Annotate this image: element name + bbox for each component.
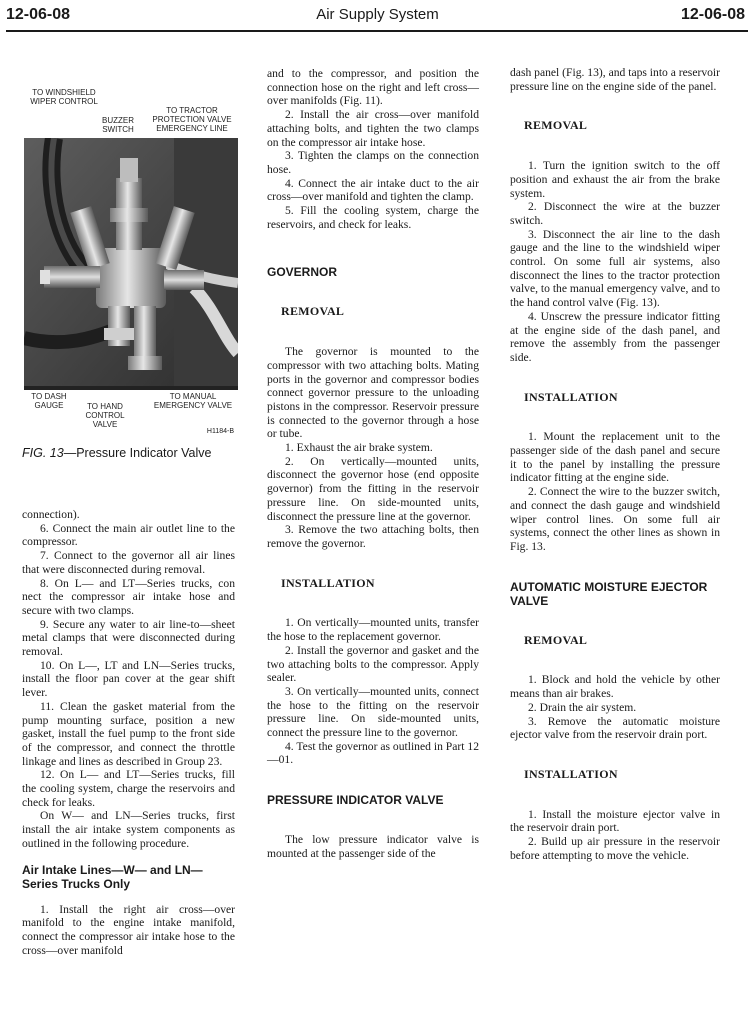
figure-caption (22, 446, 222, 460)
subheading-installation: INSTALLATION (524, 766, 618, 781)
subheading-installation: INSTALLATION (524, 389, 618, 404)
label-dash-gauge: TO DASH GAUGE (31, 392, 67, 410)
paragraph: On W— and LN—Series trucks, first install the air intake system components as outlined in the following procedure. (22, 809, 235, 850)
paragraph: 4. Test the governor as outlined in Part 12—01. (267, 739, 479, 767)
subheading-removal: REMOVAL (524, 632, 588, 647)
paragraph: 2. On vertically—mounted units, disconnect the governor hose (end opposite governor) from the fitting in the reservoir pressure line. On side-mounted units, disconnect the pressure line at the governor. (267, 454, 479, 523)
paragraph: 7. Connect to the governor all air lines that were disconnected during removal. (22, 549, 235, 576)
page-number-left: 12-06-08 (6, 6, 71, 23)
label-hand-control: TO HAND CONTROL VALVE (85, 402, 125, 429)
paragraph: 1. Exhaust the air brake system. (285, 441, 433, 455)
section-heading-moisture-ejector: AUTOMATIC MOISTURE EJECTOR VALVE (510, 579, 708, 608)
paragraph: 4. Connect the air intake duct to the air cross—over manifold and tighten the clamp. (267, 176, 479, 204)
page-number-right: 12-06-08 (680, 6, 745, 23)
paragraph: 3. Disconnect the air line to the dash gauge and the line to the windshield wiper control. On some full air systems, also disconnect the lines to the tractor protection valve, to the manual emergency valve, and to the hand control valve (Fig. 13). (510, 227, 721, 310)
paragraph: 3. Tighten the clamps on the connection hose. (267, 149, 479, 176)
paragraph: 3. Remove the automatic moisture ejector valve from the reservoir drain port. (510, 714, 720, 742)
subheading-removal: REMOVAL (281, 304, 345, 319)
paragraph: 1. On vertically—mounted units, transfer the hose to the replacement governor. (267, 616, 479, 644)
paragraph: 1. Block and hold the vehicle by other means than air brakes. (510, 673, 720, 701)
page-header (0, 6, 755, 32)
paragraph: 11. Clean the gasket material from the pump mounting surface, position a new gasket, install the fuel pump to the front side of the compressor, and connect the throttle linkage and lines as described in Group 23. (22, 699, 235, 768)
header-rule (6, 30, 748, 32)
subheading-removal: REMOVAL (524, 118, 588, 133)
paragraph: 10. On L—, LT and LN—Series trucks, install the floor pan cover at the gear shift lever. (22, 658, 235, 700)
paragraph: 2. Drain the air system. (528, 700, 637, 714)
column-3 (510, 66, 720, 862)
paragraph: 1. Install the right air cross—over manifold to the engine intake manifold, connect the compressor air intake hose to the cross—over manifold (22, 902, 235, 957)
paragraph: 5. Fill the cooling system, charge the reservoirs, and check for leaks. (267, 204, 479, 231)
section-heading-governor: GOVERNOR (267, 265, 338, 280)
paragraph: 8. On L— and LT—Series trucks, con nect the compressor air intake hose and secure with two clamps. (22, 576, 235, 617)
label-windshield-wiper: TO WINDSHIELD WIPER CONTROL (30, 88, 98, 106)
page-title: Air Supply System (316, 6, 439, 23)
paragraph: dash panel (Fig. 13), and taps into a reservoir pressure line on the engine side of the panel. (510, 66, 720, 93)
figure-13 (22, 88, 240, 488)
column-1 (22, 508, 235, 957)
figure-code: H1184-B (206, 428, 234, 435)
paragraph: 1. Install the moisture ejector valve in the reservoir drain port. (510, 807, 720, 835)
paragraph: 2. Install the air cross—over manifold attaching bolts, and tighten the two clamps on the compressor air intake hose. (267, 108, 479, 149)
section-heading-air-intake: Air Intake Lines—W— and LN—Series Trucks Only (22, 862, 203, 891)
paragraph: 2. Build up air pressure in the reservoir before attempting to move the vehicle. (510, 835, 720, 862)
paragraph: 2. Disconnect the wire at the buzzer switch. (510, 200, 720, 227)
label-tractor-protection: TO TRACTOR PROTECTION VALVE EMERGENCY LINE (152, 106, 232, 133)
label-manual-emergency: TO MANUAL EMERGENCY VALVE (153, 392, 233, 410)
paragraph: 4. Unscrew the pressure indicator fitting at the engine side of the dash panel, and remove the assembly from the passenger side. (510, 309, 720, 364)
paragraph: connection). (22, 508, 80, 521)
figure-number: FIG. 13 (22, 446, 64, 460)
paragraph: 2. Install the governor and gasket and the two attaching bolts to the compressor. Apply sealer. (267, 643, 479, 685)
paragraph: The low pressure indicator valve is mounted at the passenger side of the (267, 833, 479, 860)
paragraph: The governor is mounted to the compressor with two attaching bolts. Mating ports in the governor and compressor bodies connect governor pressure to the unloading pistons in the compressor. Reservoir pressure is connected to the governor through a hose or tube. (267, 345, 479, 441)
paragraph: 12. On L— and LT—Series trucks, fill the cooling system, charge the reservoirs and check for leaks. (22, 768, 235, 809)
pressure-indicator-valve-photo (24, 138, 238, 390)
paragraph: 1. Mount the replacement unit to the passenger side of the dash panel and secure it to the panel by installing the pressure indicator fitting at the engine side. (510, 430, 720, 485)
paragraph: 3. On vertically—mounted units, connect the hose to the fitting on the reservoir pressure line. On side-mounted units, connect the pressure line to the governor. (267, 684, 479, 740)
paragraph: and to the compressor, and position the connection hose on the right and left cross—over manifolds (Fig. 11). (267, 67, 479, 108)
label-buzzer-switch: BUZZER SWITCH (102, 116, 134, 134)
figure-caption-text: —Pressure Indicator Valve (63, 446, 212, 460)
paragraph: 1. Turn the ignition switch to the off position and exhaust the air from the brake system. (510, 159, 720, 200)
subheading-installation: INSTALLATION (281, 575, 375, 590)
section-heading-pressure-indicator: PRESSURE INDICATOR VALVE (267, 793, 444, 808)
paragraph: 6. Connect the main air outlet line to the compressor. (22, 521, 235, 549)
paragraph: 9. Secure any water to air line-to—sheet metal clamps that were disconnected during removal. (22, 617, 235, 659)
column-2 (267, 67, 479, 861)
paragraph: 3. Remove the two attaching bolts, then remove the governor. (267, 523, 479, 550)
paragraph: 2. Connect the wire to the buzzer switch, and connect the dash gauge and windshield wiper control lines. On some full air systems, connect the other lines as shown in Fig. 13. (510, 485, 720, 553)
